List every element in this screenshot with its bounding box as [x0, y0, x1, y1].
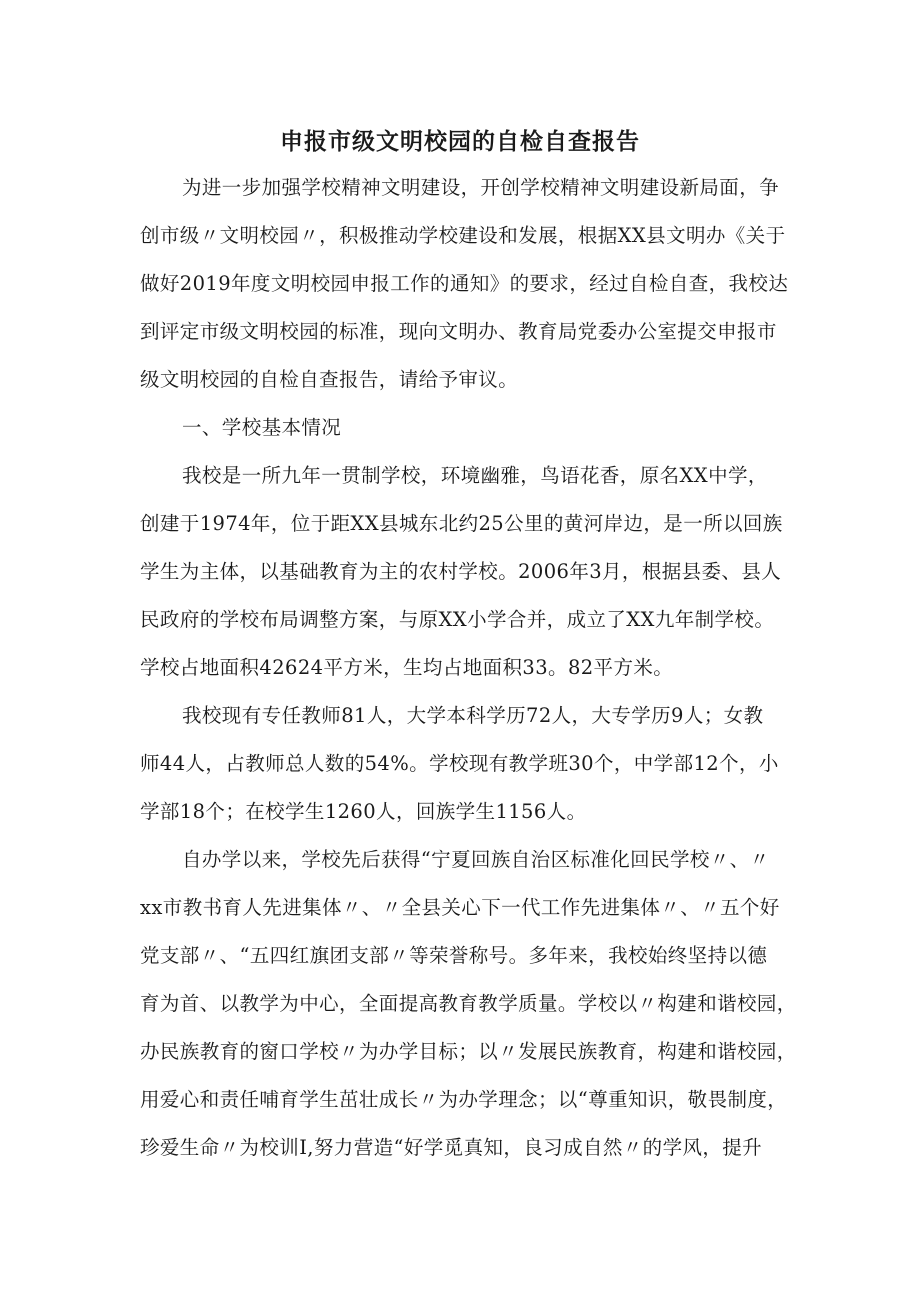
paragraph-line: 到评定市级文明校园的标准，现向文明办、教育局党委办公室提交申报市 — [140, 320, 777, 343]
paragraph-line: 办民族教育的窗口学校〃为办学目标；以〃发展民族教育，构建和谐校园， — [140, 1040, 797, 1063]
paragraph-line: 为进一步加强学校精神文明建设，开创学校精神文明建设新局面，争 — [182, 176, 780, 199]
paragraph-line: 师44人，占教师总人数的54%。学校现有教学班30个，中学部12个，小 — [140, 752, 779, 775]
paragraph-line: 级文明校园的自检自查报告，请给予审议。 — [140, 368, 519, 391]
paragraph-line: 育为首、以教学为中心，全面提高教育教学质量。学校以〃构建和谐校园， — [140, 992, 797, 1015]
paragraph-line: 学校占地面积42624平方米，生均占地面积33。82平方米。 — [140, 656, 674, 679]
paragraph-line: 我校是一所九年一贯制学校，环境幽雅，鸟语花香，原名XX中学， — [182, 464, 768, 487]
paragraph-line: 学部18个；在校学生1260人，回族学生1156人。 — [140, 800, 587, 823]
paragraph-line: 民政府的学校布局调整方案，与原XX小学合并，成立了XX九年制学校。 — [140, 608, 775, 631]
paragraph-line: 创建于1974年，位于距XX县城东北约25公里的黄河岸边，是一所以回族 — [140, 512, 783, 535]
document-title: 申报市级文明校园的自检自查报告 — [280, 129, 640, 155]
paragraph-line: 珍爱生命〃为校训I,努力营造“好学觅真知，良习成自然〃的学风，提升 — [140, 1136, 763, 1159]
paragraph-line: 党支部〃、“五四红旗团支部〃等荣誉称号。多年来，我校始终坚持以德 — [140, 944, 768, 967]
paragraph-line: 学生为主体，以基础教育为主的农村学校。2006年3月，根据县委、县人 — [140, 560, 782, 583]
paragraph-line: 做好2019年度文明校园申报工作的通知》的要求，经过自检自查，我校达 — [140, 272, 789, 295]
paragraph-line: 用爱心和责任哺育学生茁壮成长〃为办学理念；以“尊重知识，敬畏制度， — [140, 1088, 788, 1111]
paragraph-line: 创市级〃文明校园〃，积极推动学校建设和发展，根据XX县文明办《关于 — [140, 224, 786, 247]
paragraph-line: xx市教书育人先进集体〃、〃全县关心下一代工作先进集体〃、〃五个好 — [140, 896, 780, 919]
paragraph-line: 自办学以来，学校先后获得“宁夏回族自治区标准化回民学校〃、〃 — [182, 848, 770, 871]
paragraph-line: 我校现有专任教师81人，大学本科学历72人，大专学历9人；女教 — [182, 704, 764, 727]
section-heading: 一、学校基本情况 — [182, 416, 342, 439]
